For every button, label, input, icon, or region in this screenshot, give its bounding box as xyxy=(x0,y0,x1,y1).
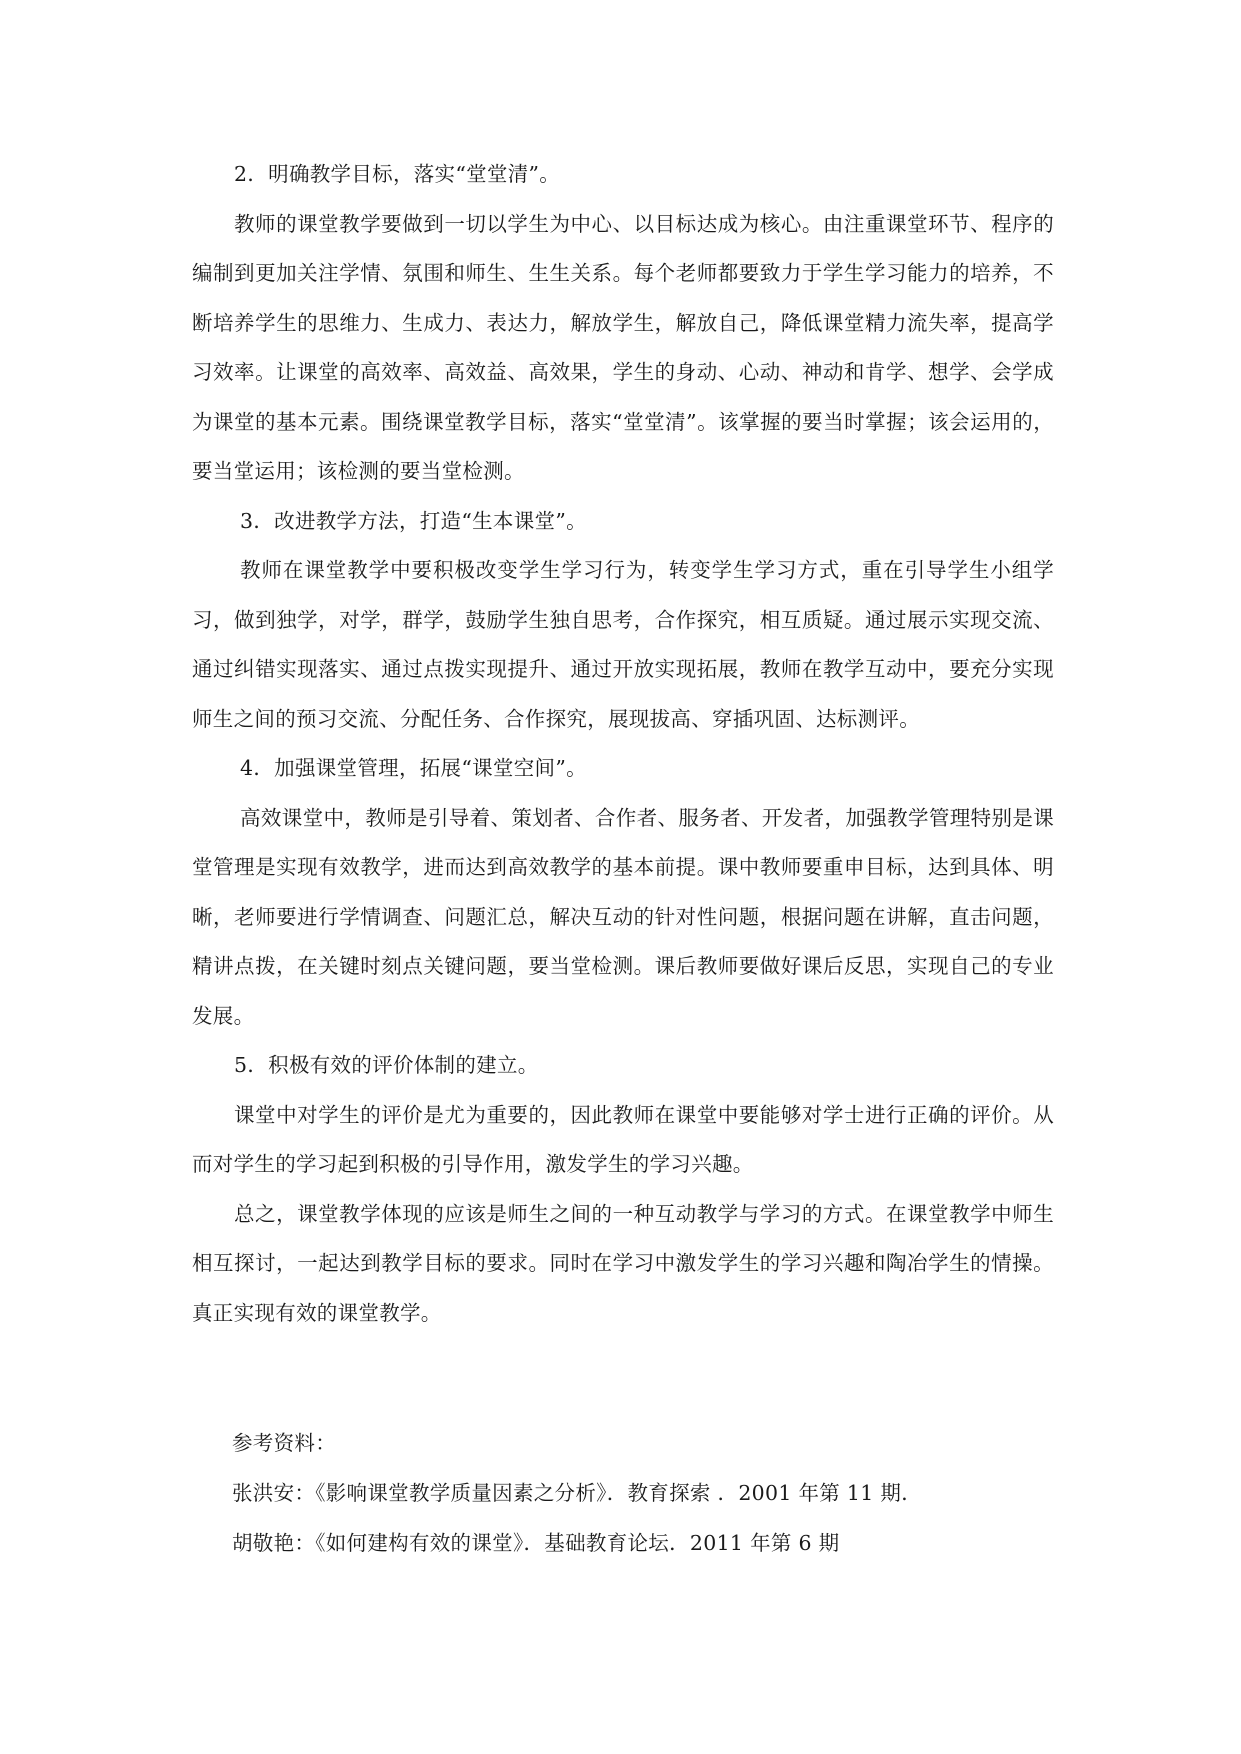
section-5-paragraph: 课堂中对学生的评价是尤为重要的，因此教师在课堂中要能够对学士进行正确的评价。从而对学生的学习起到积极的引导作用，激发学生的学习兴趣。 xyxy=(192,1102,1054,1176)
conclusion-paragraph: 总之，课堂教学体现的应该是师生之间的一种互动教学与学习的方式。在课堂教学中师生相互探讨，一起达到教学目标的要求。同时在学习中激发学生的学习兴趣和陶冶学生的情操。真正实现有效的课堂教学。 xyxy=(192,1201,1054,1325)
document-body xyxy=(192,150,1054,1338)
section-4-heading: 4．加强课堂管理，拓展“课堂空间”。 xyxy=(240,756,587,780)
reference-item: 胡敬艳：《如何建构有效的课堂》．基础教育论坛．2011 年第 6 期 xyxy=(232,1531,840,1555)
section-2-heading: 2．明确教学目标，落实“堂堂清”。 xyxy=(234,162,561,186)
references-title: 参考资料： xyxy=(232,1431,336,1455)
section-4-paragraph: 高效课堂中，教师是引导着、策划者、合作者、服务者、开发者，加强教学管理特别是课堂管理是实现有效教学，进而达到高效教学的基本前提。课中教师要重申目标，达到具体、明晰，老师要进行学情调查、问题汇总，解决互动的针对性问题，根据问题在讲解，直击问题，精讲点拨，在关键时刻点关键问题，要当堂检测。课后教师要做好课后反思，实现自己的专业发展。 xyxy=(192,805,1054,1028)
section-3-heading: 3．改进教学方法，打造“生本课堂”。 xyxy=(240,508,587,533)
reference-item: 张洪安：《影响课堂教学质量因素之分析》．教育探索 ．2001 年第 11 期． xyxy=(232,1481,923,1505)
section-5-heading: 5．积极有效的评价体制的建立。 xyxy=(234,1053,539,1077)
section-2-paragraph: 教师的课堂教学要做到一切以学生为中心、以目标达成为核心。由注重课堂环节、程序的编制到更加关注学情、氛围和师生、生生关系。每个老师都要致力于学生学习能力的培养，不断培养学生的思维力、生成力、表达力，解放学生，解放自己，降低课堂精力流失率，提高学习效率。让课堂的高效率、高效益、高效果，学生的身动、心动、神动和肯学、想学、会学成为课堂的基本元素。围绕课堂教学目标，落实“堂堂清”。该掌握的要当时掌握；该会运用的，要当堂运用；该检测的要当堂检测。 xyxy=(192,211,1054,483)
section-3-paragraph: 教师在课堂教学中要积极改变学生学习行为，转变学生学习方式，重在引导学生小组学习，做到独学，对学，群学，鼓励学生独自思考，合作探究，相互质疑。通过展示实现交流、通过纠错实现落实、通过点拨实现提升、通过开放实现拓展，教师在教学互动中，要充分实现师生之间的预习交流、分配任务、合作探究，展现拔高、穿插巩固、达标测评。 xyxy=(192,558,1054,731)
references-section xyxy=(232,1418,1052,1568)
